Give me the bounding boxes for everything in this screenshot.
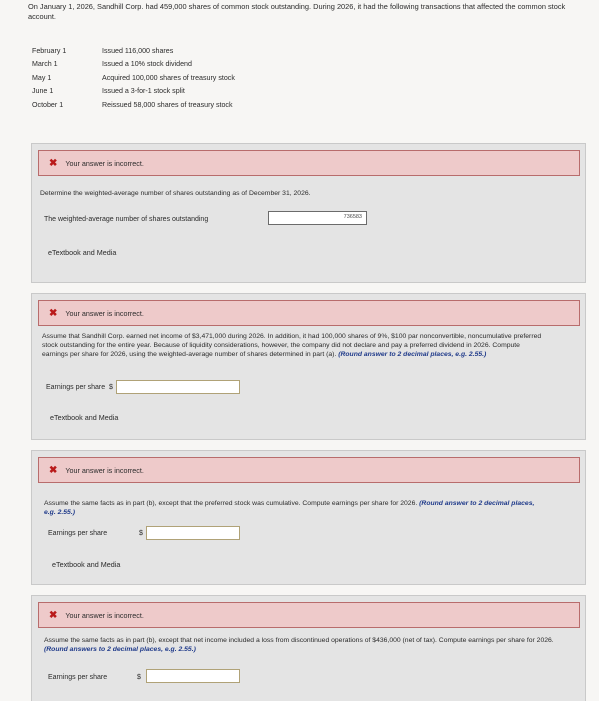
transaction-date: March 1	[32, 60, 58, 69]
incorrect-banner	[38, 300, 580, 326]
part-d-question	[44, 636, 569, 654]
eps-input[interactable]	[116, 380, 240, 394]
etextbook-link[interactable]: eTextbook and Media	[50, 413, 119, 422]
etextbook-link[interactable]: eTextbook and Media	[52, 560, 121, 569]
eps-label: Earnings per share	[48, 674, 108, 681]
transaction-description: Reissued 58,000 shares of treasury stock	[102, 100, 233, 109]
part-c-panel	[31, 450, 586, 585]
transaction-row	[32, 58, 235, 72]
part-c-question-text: Assume the same facts as in part (b), except that the preferred stock was cumulative. Compute earnings per share for 2026.	[44, 500, 418, 507]
eps-label: Earnings per share	[46, 384, 106, 391]
transaction-description: Issued 116,000 shares	[102, 46, 174, 55]
eps-input[interactable]	[146, 669, 240, 683]
transactions-table	[32, 44, 235, 112]
transaction-row	[32, 44, 235, 58]
transaction-description: Issued a 10% stock dividend	[102, 60, 192, 69]
currency-symbol: $	[137, 674, 141, 681]
rounding-note: (Round answers to 2 decimal places, e.g. 2.55.)	[44, 646, 196, 653]
part-d-question-text: Assume the same facts as in part (b), except that net income included a loss from discontinued operations of $436,000 (net of tax). Compute earnings per share for 2026.	[44, 637, 554, 644]
etextbook-link[interactable]: eTextbook and Media	[48, 248, 117, 257]
error-x-icon: ✖	[49, 307, 58, 319]
incorrect-message: Your answer is incorrect.	[65, 308, 144, 318]
transaction-date: February 1	[32, 46, 67, 55]
transaction-row	[32, 71, 235, 85]
part-a-panel	[31, 143, 586, 283]
rounding-note: (Round answer to 2 decimal places, e.g. 2.55.)	[338, 351, 487, 358]
part-b-panel	[31, 293, 586, 440]
transaction-row	[32, 98, 235, 112]
error-x-icon: ✖	[49, 464, 58, 476]
problem-intro: On January 1, 2026, Sandhill Corp. had 459,000 shares of common stock outstanding. During 2026, it had the following transactions that affected the common stock account.	[28, 2, 566, 21]
incorrect-banner	[38, 457, 580, 483]
transaction-description: Acquired 100,000 shares of treasury stock	[102, 73, 235, 82]
eps-label: Earnings per share	[48, 530, 108, 537]
weighted-average-label: The weighted-average number of shares outstanding	[44, 216, 209, 223]
part-c-question	[44, 499, 544, 517]
part-b-question	[42, 332, 542, 359]
transaction-description: Issued a 3-for-1 stock split	[102, 87, 185, 96]
part-d-panel	[31, 595, 586, 701]
rounding-note: (Round answer to 2 decimal places, e.g. 2.55.)	[44, 500, 535, 516]
currency-symbol: $	[109, 384, 113, 391]
incorrect-banner	[38, 150, 580, 176]
transaction-date: May 1	[32, 73, 52, 82]
error-x-icon: ✖	[49, 609, 58, 621]
incorrect-message: Your answer is incorrect.	[65, 465, 144, 475]
transaction-date: June 1	[32, 87, 54, 96]
error-x-icon: ✖	[49, 157, 58, 169]
weighted-average-input[interactable]: 736583	[268, 211, 367, 225]
part-a-question: Determine the weighted-average number of shares outstanding as of December 31, 2026.	[40, 190, 311, 197]
incorrect-message: Your answer is incorrect.	[65, 610, 144, 620]
transaction-row	[32, 85, 235, 99]
eps-input[interactable]	[146, 526, 240, 540]
currency-symbol: $	[139, 530, 143, 537]
incorrect-banner	[38, 602, 580, 628]
transaction-date: October 1	[32, 100, 64, 109]
incorrect-message: Your answer is incorrect.	[65, 158, 144, 168]
part-b-question-text: Assume that Sandhill Corp. earned net income of $3,471,000 during 2026. In addition, it had 100,000 shares of 9%, $100 par nonconvertible, noncumulative preferred stock outstanding for the entire year. Because of liquidity considerations, however, the company did not declare and pay a preferred dividend in 2026. Compute earnings per share for 2026, using the weighted-average number of shares determined in part (a).	[42, 333, 542, 358]
